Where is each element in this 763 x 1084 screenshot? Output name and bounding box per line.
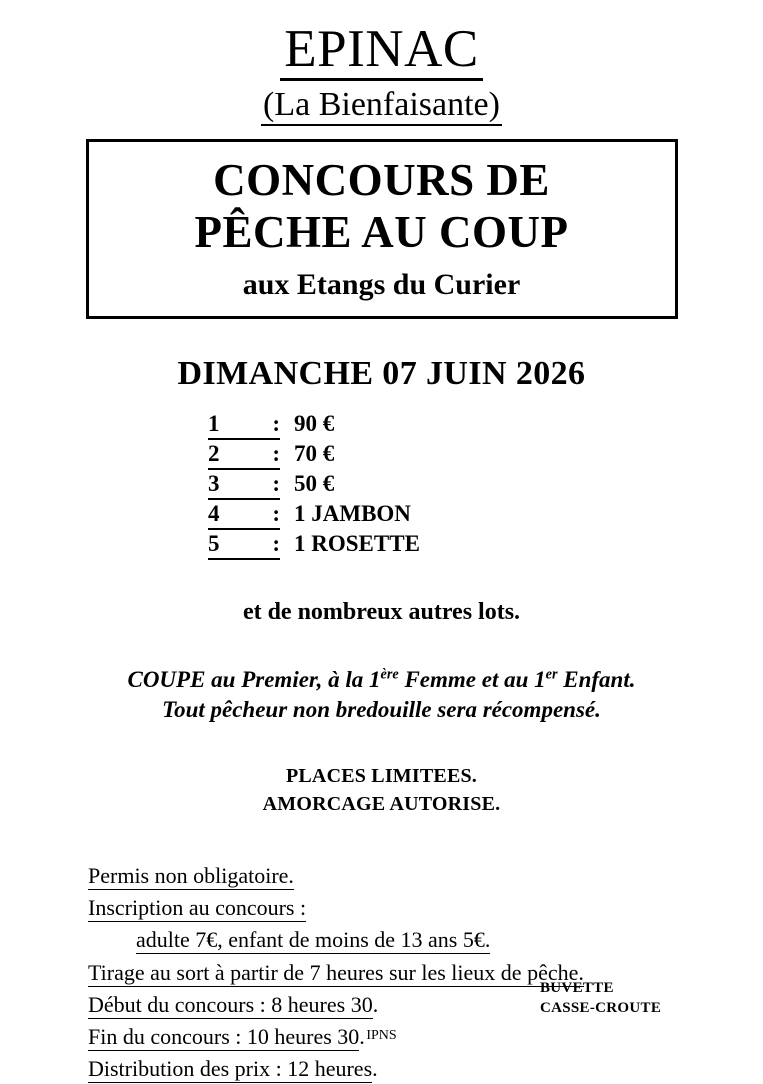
- coupe-line-1: [0, 665, 763, 695]
- prize-rank-colon: :: [272, 531, 280, 557]
- detail-text: Distribution des prix : 12 heures: [88, 1056, 373, 1082]
- details-block: [0, 860, 763, 1084]
- prize-rank: [208, 531, 280, 560]
- notices-block: [0, 762, 763, 818]
- coupe-text-part-3: Enfant.: [557, 667, 636, 693]
- prize-rank-colon: :: [272, 441, 280, 467]
- notice-amorcage-autorise: AMORCAGE AUTORISE.: [262, 792, 501, 815]
- buvette-line-1: BUVETTE: [540, 980, 614, 996]
- prize-rank-colon: :: [272, 501, 280, 527]
- prize-rank-colon: :: [272, 411, 280, 437]
- prize-rank-number: 3: [208, 471, 220, 497]
- town-name-wrap: [0, 22, 763, 81]
- coupe-sup-1: ère: [380, 666, 399, 683]
- prize-rank-colon: :: [272, 471, 280, 497]
- prize-rank: [208, 471, 280, 500]
- prize-rank-number: 5: [208, 531, 220, 557]
- prize-row: [208, 501, 763, 530]
- coupe-line-2: Tout pêcheur non bredouille sera récompensé.: [162, 697, 601, 723]
- town-name: EPINAC: [280, 22, 482, 81]
- prize-rank: [208, 441, 280, 470]
- event-title-line-1: CONCOURS DE: [213, 154, 550, 205]
- prize-value: 1 JAMBON: [294, 501, 411, 527]
- coupe-text-part-2: Femme et au 1: [398, 667, 546, 693]
- prize-rank: [208, 501, 280, 530]
- event-date: DIMANCHE 07 JUIN 2026: [177, 355, 586, 393]
- detail-line: [88, 989, 763, 1020]
- prize-row: [208, 411, 763, 440]
- poster-header: [0, 0, 763, 126]
- detail-text: Permis non obligatoire.: [88, 862, 294, 888]
- prize-value: 90 €: [294, 411, 335, 437]
- buvette-line-2: CASSE-CROUTE: [540, 1000, 662, 1017]
- coupe-sup-2: er: [545, 666, 558, 683]
- detail-text: Inscription au concours :: [88, 895, 307, 921]
- detail-trailing: .: [372, 991, 379, 1017]
- detail-text: adulte 7€, enfant de moins de 13 ans 5€.: [136, 927, 491, 953]
- prize-rank-number: 2: [208, 441, 220, 467]
- detail-line: [88, 957, 763, 988]
- detail-line: [88, 892, 763, 923]
- detail-text: Début du concours : 8 heures 30: [88, 991, 373, 1017]
- prize-row: [208, 441, 763, 470]
- coupe-text-part-1: COUPE au Premier, à la 1: [127, 667, 381, 693]
- detail-line: [88, 1053, 763, 1084]
- buvette-note: [540, 978, 661, 1019]
- prize-list: [0, 411, 763, 560]
- detail-line: [88, 924, 763, 955]
- title-box: [86, 139, 678, 319]
- detail-trailing: .: [372, 1056, 378, 1082]
- prize-rank-number: 4: [208, 501, 220, 527]
- prize-value: 70 €: [294, 441, 335, 467]
- event-title-line-2: PÊCHE AU COUP: [194, 206, 569, 257]
- prize-value: 1 ROSETTE: [294, 531, 420, 557]
- prize-value: 50 €: [294, 471, 335, 497]
- event-location: aux Etangs du Curier: [242, 268, 521, 302]
- detail-text: Tirage au sort à partir de 7 heures sur les lieux de pêche.: [88, 959, 584, 985]
- association-name: (La Bienfaisante): [261, 87, 502, 126]
- prize-rank: [208, 411, 280, 440]
- coupe-block: [0, 665, 763, 726]
- prize-row: [208, 531, 763, 560]
- detail-line: [88, 860, 763, 891]
- prize-rank-number: 1: [208, 411, 220, 437]
- prize-row: [208, 471, 763, 500]
- other-lots-note: et de nombreux autres lots.: [242, 599, 521, 626]
- ipns-mark: IPNS: [366, 1028, 397, 1043]
- association-name-wrap: [0, 87, 763, 126]
- detail-trailing: .: [359, 1024, 365, 1049]
- detail-text: Fin du concours : 10 heures 30: [88, 1024, 360, 1049]
- notice-places-limitees: PLACES LIMITEES.: [285, 764, 478, 787]
